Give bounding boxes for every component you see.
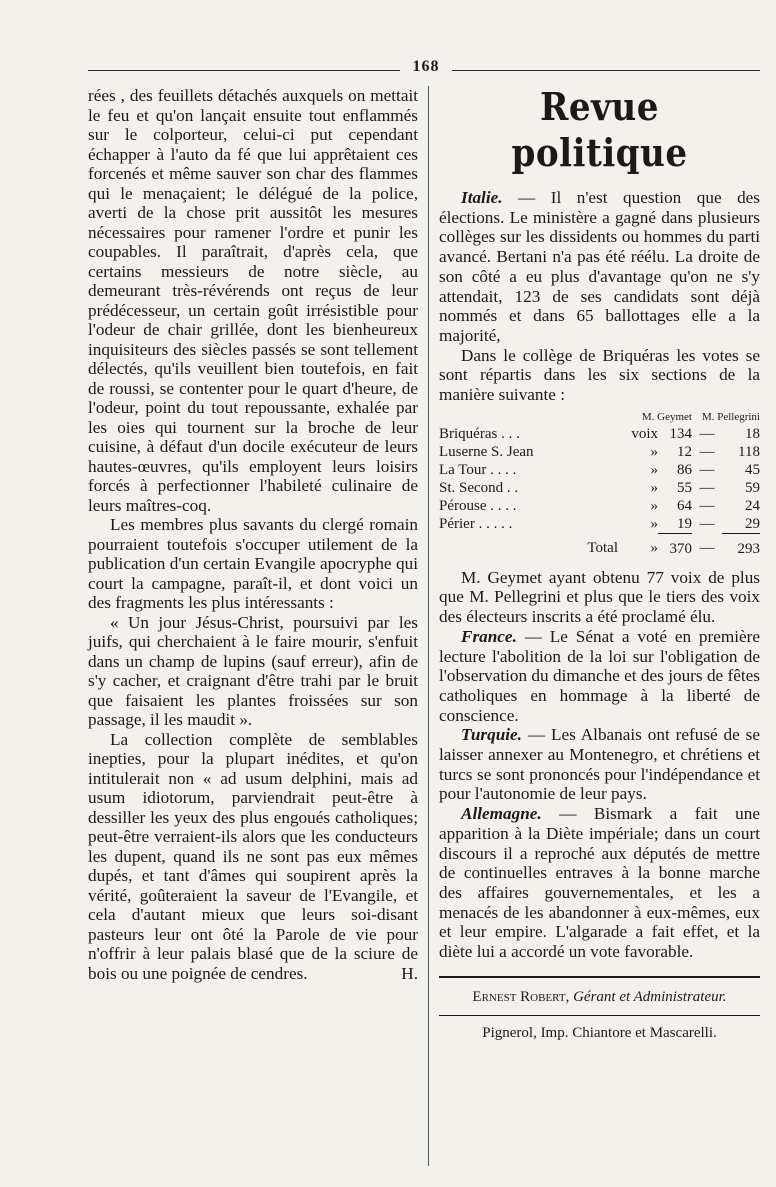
total-dash: —: [699, 540, 715, 557]
manager-name: Ernest Robert,: [472, 988, 570, 1005]
manager-title: Gérant et Administrateur.: [569, 988, 727, 1005]
pellegrini-votes: 24: [745, 497, 760, 514]
left-paragraph-4: [88, 730, 418, 984]
allemagne-paragraph: [439, 804, 760, 962]
column-divider: [428, 86, 429, 1166]
vote-prefix: voix: [631, 425, 658, 442]
briqueras-intro: Dans le collège de Briquéras les votes se sont répartis dans les six sections de la manière suivante :: [439, 345, 760, 405]
france-label: France.: [461, 626, 517, 646]
geymet-votes: 64: [677, 497, 692, 514]
geymet-votes: 55: [677, 479, 692, 496]
geymet-votes: 19: [677, 515, 692, 532]
total-pellegrini: 293: [722, 533, 760, 558]
vote-dash: —: [699, 461, 715, 478]
pellegrini-votes: 45: [745, 461, 760, 478]
geymet-votes: 86: [677, 461, 692, 478]
vote-prefix: »: [650, 497, 658, 514]
allemagne-text: — Bismark a fait une apparition à la Diète impériale; dans un court discours il a reproché aux députés de mettre de continuelles entraves à la bonne marche des affaires gouvernementales, et les a menacés de les abandonner à eux-mêmes, eux et leur empire. L'algarade a fait effet, et la diète lui a accordé un vote favorable.: [439, 804, 760, 962]
pellegrini-votes: 118: [738, 443, 760, 460]
votes-table: [439, 409, 760, 558]
page-number: 168: [400, 58, 452, 76]
pellegrini-votes: 18: [745, 425, 760, 442]
geymet-votes: 134: [669, 425, 692, 442]
geymet-votes: 12: [677, 443, 692, 460]
total-prefix: »: [650, 540, 658, 557]
vote-prefix: »: [650, 515, 658, 532]
italie-text: — Il n'est question que des élections. Le ministère a gagné dans plusieurs collèges sur les dissidents ou hommes du parti avancé. Bertani n'a pas été réélu. La droite de son côté a eu plus d'avantage qu'on ne s'y attendait, 123 de ses candidats sont déjà nommés et dans 65 ballottages elle a la majorité,: [439, 188, 760, 345]
header-geymet: M. Geymet: [641, 410, 692, 423]
printer-line: Pignerol, Imp. Chiantore et Mascarelli.: [482, 1024, 717, 1041]
italie-label: Italie.: [461, 188, 503, 207]
left-paragraph-3-quote: « Un jour Jésus-Christ, poursuivi par les juifs, qui cherchaient à le faire mourir, s'enfuit dans un champ de lupins (sauf erreur), afin de s'y cacher, et craignant d'être trahi par le bruit que faisaient les plantes froissées sur son passage, il les maudit ».: [88, 612, 418, 729]
section-heading: Revue politique: [511, 84, 688, 175]
italie-paragraph: [439, 188, 760, 346]
vote-row: [439, 443, 760, 461]
allemagne-label: Allemagne.: [461, 804, 542, 824]
vote-row: [439, 497, 760, 515]
election-result: M. Geymet ayant obtenu 77 voix de plus que M. Pellegrini et plus que le tiers des voix des électeurs inscrits a été proclamé élu.: [439, 567, 760, 627]
section-name: Périer . . . . .: [439, 515, 513, 532]
section-name: Luserne S. Jean: [439, 443, 534, 460]
total-label: Total: [587, 540, 618, 557]
manager-line: [439, 988, 760, 1007]
left-paragraph-4-text: La collection complète de semblables inepties, pour la plupart inédites, et qu'on intitulerait non « ad usum delphini, mais ad usum idiotorum, parviendrait peut-être à dessiller les yeux des plus engoués catholiques; peut-être verraient-ils alors que les conducteurs les dupent, quand ils ne sont pas eux mêmes dupés, et tant d'âmes qui soupirent après la vérité, goûteraient la saveur de l'Evangile, et cela d'autant mieux que leurs soi-disant pasteurs leur ont ôté la Parole de vie pour n'offrir à leur palais blasé que de la sciure de bois ou une poignée de cendres.: [88, 729, 418, 983]
vote-row: [439, 425, 760, 443]
section-name: La Tour . . . .: [439, 461, 517, 478]
pellegrini-votes: 29: [745, 515, 760, 532]
right-column: [439, 84, 760, 1043]
vote-dash: —: [699, 515, 715, 532]
vote-dash: —: [699, 479, 715, 496]
footer-rule-thin: [439, 1015, 760, 1016]
left-paragraph-1: rées , des feuillets détachés auxquels on mettait le feu et qu'on lançait ensuite tout enflammés sur le colporteur, celui-ci put cependant échapper à l'auto da fé que lui apprêtaient ces forcenés et même sauver son char des flammes qui le menaçaient; le délégué de la police, averti de la chose prit aussitôt les mesures nécessaires pour ramener l'ordre et punir les coupables. Il paraîtrait, d'après cela, que certains messieurs de notre siècle, au demeurant très-révérends ont reçus de leur prédécesseur, un certain goût irrésistible pour l'odeur de chair grillée, dont les bienheureux inquisiteurs des siècles passés se sont tellement délectés, qu'ils veuillent bien toutefois, en fait de roussi, se contenter pour le quart d'heure, de l'odeur, point du tout repoussante, exhalée par les oies qui tournent sur la broche de leur cuisine, à défaut d'un docile exécuteur de leurs hautes-œuvres, qu'ils employent leurs loisirs forcés à perfectionner l'habileté culinaire de leurs maîtres-coq.: [88, 86, 418, 515]
vote-row: [439, 461, 760, 479]
vote-prefix: »: [650, 479, 658, 496]
pellegrini-votes: 59: [745, 479, 760, 496]
vote-dash: —: [699, 497, 715, 514]
section-name: Briquéras . . .: [439, 425, 520, 442]
author-signature: H.: [401, 963, 418, 983]
votes-table-header: [439, 409, 760, 425]
turquie-paragraph: [439, 725, 760, 804]
turquie-label: Turquie.: [461, 725, 522, 745]
vote-dash: —: [699, 443, 715, 460]
vote-total-row: [439, 533, 760, 558]
section-name: Pérouse . . . .: [439, 497, 517, 514]
left-column: [88, 86, 418, 983]
vote-prefix: »: [650, 443, 658, 460]
vote-prefix: »: [650, 461, 658, 478]
france-paragraph: [439, 627, 760, 726]
france-text: — Le Sénat a voté en première lecture l'abolition de la loi sur l'obligation de l'observation du dimanche et des jours de fêtes catholiques en hommage à la liberté de conscience.: [439, 626, 760, 725]
left-paragraph-2: Les membres plus savants du clergé romain pourraient toutefois s'occuper utilement de la publication d'un certain Evangile apocryphe qui court la campagne, paraît-il, et dont voici un des fragments les plus intéressants :: [88, 515, 418, 612]
header-pellegrini: M. Pellegrini: [701, 410, 760, 423]
section-name: St. Second . .: [439, 479, 519, 496]
vote-dash: —: [699, 425, 715, 442]
turquie-text: — Les Albanais ont refusé de se laisser annexer au Montenegro, et chrétiens et turcs se sont prononcés pour l'indépendance et pour l'autonomie de leur pays.: [439, 725, 760, 804]
footer-rule-thick: [439, 976, 760, 978]
total-geymet: 370: [658, 533, 692, 558]
vote-row: [439, 479, 760, 497]
vote-row: [439, 515, 760, 534]
